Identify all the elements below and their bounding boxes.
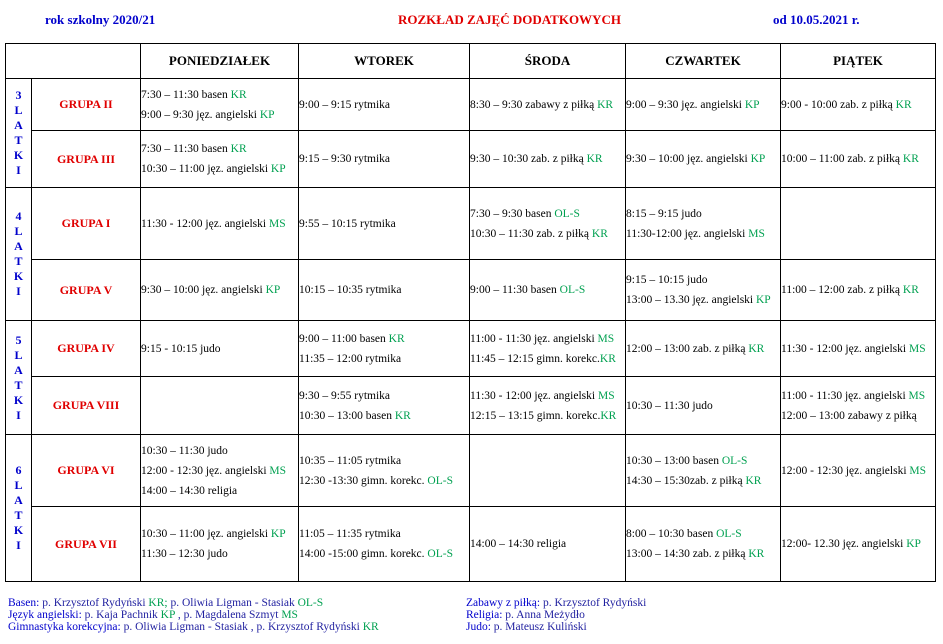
schedule-cell bbox=[299, 131, 470, 188]
activity-text: 11:45 – 12:15 gimn. korekc. bbox=[470, 352, 600, 365]
schedule-cell bbox=[141, 435, 299, 507]
teacher-code: OL-S bbox=[427, 548, 453, 560]
legend-text: p. Oliwia Ligman - Stasiak bbox=[167, 597, 298, 609]
activity-text: 14:00 -15:00 gimn. korekc. bbox=[299, 548, 428, 560]
age-letter: A bbox=[14, 362, 23, 377]
activity-text: 10:30 – 13:00 basen bbox=[299, 409, 395, 422]
teacher-code: MS bbox=[597, 332, 615, 345]
teacher-code: KP bbox=[750, 153, 766, 165]
teacher-code: OL-S bbox=[554, 207, 580, 220]
group-name: GRUPA III bbox=[32, 131, 141, 188]
legend-entry bbox=[466, 597, 646, 609]
activity-entry bbox=[626, 544, 780, 564]
activity-entry bbox=[141, 544, 298, 564]
legend-entry bbox=[8, 609, 379, 621]
activity-text: 14:30 – 15:30zab. z piłką bbox=[626, 474, 746, 487]
teacher-code: KR bbox=[388, 332, 405, 345]
activity-entry bbox=[299, 349, 469, 369]
activity-entry bbox=[626, 224, 780, 244]
age-letter: 4 bbox=[15, 209, 22, 223]
age-letter: T bbox=[14, 254, 23, 268]
day-header: CZWARTEK bbox=[626, 44, 781, 79]
age-letter: T bbox=[14, 133, 23, 147]
legend-entry bbox=[466, 621, 646, 633]
activity-text: 11:30-12:00 jęz. angielski bbox=[626, 227, 749, 240]
teacher-code: KR bbox=[230, 143, 247, 155]
teacher-code: KP bbox=[270, 163, 286, 175]
activity-entry bbox=[626, 149, 780, 169]
age-letter: A bbox=[14, 239, 23, 253]
teacher-code: MS bbox=[909, 464, 927, 477]
schedule-cell bbox=[470, 131, 626, 188]
activity-text: 12:00 - 12:30 jęz. angielski bbox=[141, 464, 270, 477]
activity-entry bbox=[626, 451, 780, 471]
schedule-cell bbox=[781, 377, 936, 435]
teacher-code: OL-S bbox=[721, 454, 748, 467]
page-title: ROZKŁAD ZAJĘĆ DODATKOWYCH bbox=[398, 12, 621, 27]
activity-text: 11:00 - 11:30 jęz. angielski bbox=[470, 332, 598, 345]
legend-label: Język angielski: bbox=[8, 609, 82, 621]
schedule-cell bbox=[470, 507, 626, 582]
activity-entry bbox=[470, 406, 625, 426]
teacher-code: KR; bbox=[148, 597, 168, 609]
schedule-cell bbox=[781, 131, 936, 188]
activity-text: 13:00 – 13.30 jęz. angielski bbox=[626, 294, 756, 306]
age-letter: K bbox=[13, 392, 24, 407]
schedule-row bbox=[6, 435, 936, 507]
activity-entry bbox=[470, 386, 625, 406]
activity-text: 8:30 – 9:30 zabawy z piłką bbox=[470, 98, 598, 111]
schedule-row bbox=[6, 79, 936, 131]
teacher-code: OL-S bbox=[297, 597, 324, 609]
activity-text: 10:00 – 11:00 zab. z piłką bbox=[781, 153, 903, 165]
activity-text: 7:30 – 11:30 basen bbox=[141, 143, 231, 155]
schedule-row bbox=[6, 188, 936, 260]
schedule-cell bbox=[470, 79, 626, 131]
age-letter: T bbox=[14, 377, 23, 392]
activity-entry bbox=[626, 396, 780, 416]
schedule-cell bbox=[299, 188, 470, 260]
activity-entry bbox=[299, 471, 469, 491]
activity-text: 11:00 - 11:30 jęz. angielski bbox=[781, 389, 909, 402]
activity-text: 10:15 – 10:35 rytmika bbox=[299, 284, 402, 296]
activity-entry bbox=[781, 280, 935, 300]
activity-text: 11:30 - 12:00 jęz. angielski bbox=[141, 217, 269, 230]
activity-entry bbox=[299, 406, 469, 426]
activity-entry bbox=[299, 524, 469, 544]
group-name: GRUPA VII bbox=[32, 507, 141, 582]
activity-entry bbox=[141, 441, 298, 461]
activity-text: 7:30 – 9:30 basen bbox=[470, 207, 555, 220]
activity-text: 9:15 – 10:15 judo bbox=[626, 274, 708, 286]
activity-text: 9:00 – 9:30 jęz. angielski bbox=[141, 108, 260, 121]
activity-entry bbox=[470, 149, 625, 169]
day-header-row bbox=[6, 44, 936, 79]
age-letter: I bbox=[16, 407, 21, 422]
activity-text: 9:00 – 9:15 rytmika bbox=[299, 98, 391, 111]
teacher-code: OL-S bbox=[427, 474, 453, 487]
activity-entry bbox=[141, 461, 298, 481]
schedule-cell bbox=[470, 188, 626, 260]
group-name: GRUPA VI bbox=[32, 435, 141, 507]
valid-from-date: od 10.05.2021 r. bbox=[773, 12, 860, 27]
activity-text: 12:00 – 13:00 zab. z piłką bbox=[626, 342, 749, 355]
activity-entry bbox=[470, 224, 625, 244]
schedule-cell bbox=[141, 377, 299, 435]
activity-entry bbox=[141, 280, 298, 300]
age-letter: 3 bbox=[15, 88, 22, 102]
teacher-code: KP bbox=[265, 284, 281, 296]
activity-text: 9:30 – 10:00 jęz. angielski bbox=[141, 284, 266, 296]
schedule-cell bbox=[141, 321, 299, 377]
activity-text: 11:30 - 12:00 jęz. angielski bbox=[470, 389, 598, 402]
teacher-code: KP bbox=[160, 609, 175, 621]
schedule-cell bbox=[299, 321, 470, 377]
activity-entry bbox=[299, 149, 469, 169]
teacher-code: KR bbox=[599, 352, 616, 365]
legend-teachers-right bbox=[466, 597, 646, 633]
age-letter: A bbox=[14, 493, 23, 507]
day-header: PONIEDZIAŁEK bbox=[141, 44, 299, 79]
activity-entry bbox=[299, 386, 469, 406]
schedule-cell bbox=[299, 435, 470, 507]
group-name: GRUPA IV bbox=[32, 321, 141, 377]
activity-entry bbox=[626, 204, 780, 224]
activity-entry bbox=[781, 386, 935, 406]
schedule-cell bbox=[141, 79, 299, 131]
activity-text: 11:30 – 12:30 judo bbox=[141, 548, 228, 560]
activity-text: 9:15 - 10:15 judo bbox=[141, 342, 221, 355]
day-header: WTOREK bbox=[299, 44, 470, 79]
activity-entry bbox=[781, 461, 935, 481]
group-name: GRUPA V bbox=[32, 260, 141, 321]
activity-text: 12:00 – 13:00 zabawy z piłką bbox=[781, 409, 917, 422]
age-letter: L bbox=[14, 347, 23, 362]
schedule-cell bbox=[470, 321, 626, 377]
activity-entry bbox=[470, 349, 625, 369]
teacher-code: KR bbox=[362, 621, 379, 633]
activity-text: 9:15 – 9:30 rytmika bbox=[299, 153, 391, 165]
schedule-cell bbox=[299, 377, 470, 435]
age-group-label bbox=[6, 188, 32, 321]
legend-text: , p. Magdalena Szmyt bbox=[174, 609, 282, 621]
activity-entry bbox=[141, 339, 298, 359]
activity-entry bbox=[781, 95, 935, 115]
teacher-code: KP bbox=[744, 98, 760, 111]
teacher-code: KR bbox=[748, 548, 765, 560]
teacher-code: MS bbox=[908, 389, 926, 402]
teacher-code: MS bbox=[281, 609, 298, 621]
activity-text: 9:00 – 9:30 jęz. angielski bbox=[626, 98, 745, 111]
schedule-row bbox=[6, 377, 936, 435]
teacher-code: OL-S bbox=[559, 284, 586, 296]
legend-teachers-left bbox=[8, 597, 379, 633]
teacher-code: KR bbox=[902, 153, 919, 165]
teacher-code: KP bbox=[259, 108, 275, 121]
schedule-cell bbox=[141, 507, 299, 582]
activity-text: 14:00 – 14:30 religia bbox=[141, 484, 238, 497]
activity-entry bbox=[781, 149, 935, 169]
legend-text: p. Krzysztof Rydyński bbox=[540, 597, 647, 609]
teacher-code: KR bbox=[586, 153, 603, 165]
legend-entry bbox=[466, 609, 646, 621]
schedule-cell bbox=[626, 260, 781, 321]
schedule-cell bbox=[781, 507, 936, 582]
age-letter: I bbox=[16, 163, 21, 177]
activity-entry bbox=[299, 214, 469, 234]
teacher-code: OL-S bbox=[716, 528, 742, 540]
activity-text: 14:00 – 14:30 religia bbox=[470, 538, 567, 550]
legend-label: Religia: bbox=[466, 609, 503, 621]
activity-text: 10:30 – 11:00 jęz. angielski bbox=[141, 528, 271, 540]
age-letter: 6 bbox=[15, 463, 22, 477]
activity-text: 10:30 – 11:30 judo bbox=[626, 399, 713, 412]
schedule-cell bbox=[470, 435, 626, 507]
age-letter: A bbox=[14, 118, 23, 132]
activity-text: 9:30 – 10:30 zab. z piłką bbox=[470, 153, 587, 165]
schedule-cell bbox=[470, 377, 626, 435]
activity-entry bbox=[299, 280, 469, 300]
corner-cell bbox=[6, 44, 141, 79]
activity-entry bbox=[141, 85, 298, 105]
age-letter: L bbox=[14, 224, 23, 238]
schedule-table bbox=[5, 43, 936, 582]
activity-entry bbox=[470, 204, 625, 224]
activity-text: 10:35 – 11:05 rytmika bbox=[299, 454, 402, 467]
activity-entry bbox=[141, 214, 298, 234]
teacher-code: MS bbox=[908, 342, 926, 355]
activity-entry bbox=[470, 329, 625, 349]
activity-text: 10:30 – 11:30 zab. z piłką bbox=[470, 227, 592, 240]
activity-entry bbox=[470, 280, 625, 300]
schedule-row bbox=[6, 260, 936, 321]
activity-entry bbox=[299, 95, 469, 115]
age-letter: I bbox=[16, 284, 21, 298]
group-name: GRUPA II bbox=[32, 79, 141, 131]
school-year: rok szkolny 2020/21 bbox=[45, 12, 156, 27]
schedule-cell bbox=[626, 377, 781, 435]
activity-text: 12:00- 12.30 jęz. angielski bbox=[781, 538, 907, 550]
schedule-row bbox=[6, 321, 936, 377]
schedule-cell bbox=[781, 435, 936, 507]
activity-text: 8:15 – 9:15 judo bbox=[626, 207, 702, 220]
teacher-code: KP bbox=[756, 294, 771, 306]
schedule-row bbox=[6, 131, 936, 188]
legend-text: p. Krzysztof Rydyński bbox=[39, 597, 149, 609]
group-name: GRUPA VIII bbox=[32, 377, 141, 435]
activity-text: 8:00 – 10:30 basen bbox=[626, 528, 717, 540]
teacher-code: KR bbox=[230, 88, 247, 101]
age-letter: L bbox=[14, 103, 23, 117]
activity-text: 9:00 – 11:30 basen bbox=[470, 284, 560, 296]
activity-entry bbox=[470, 534, 625, 554]
activity-entry bbox=[299, 329, 469, 349]
schedule-cell bbox=[781, 321, 936, 377]
activity-text: 10:30 – 11:30 judo bbox=[141, 444, 228, 457]
group-name: GRUPA I bbox=[32, 188, 141, 260]
activity-text: 12:30 -13:30 gimn. korekc. bbox=[299, 474, 428, 487]
activity-entry bbox=[141, 159, 298, 179]
schedule-cell bbox=[470, 260, 626, 321]
age-letter: K bbox=[13, 269, 24, 283]
activity-entry bbox=[781, 406, 935, 426]
activity-entry bbox=[781, 534, 935, 554]
activity-entry bbox=[141, 481, 298, 501]
teacher-code: KR bbox=[745, 474, 762, 487]
legend-entry bbox=[8, 597, 379, 609]
age-group-label bbox=[6, 79, 32, 188]
teacher-code: KP bbox=[906, 538, 921, 550]
legend-text: p. Mateusz Kuliński bbox=[490, 621, 587, 633]
schedule-cell bbox=[299, 260, 470, 321]
schedule-cell bbox=[626, 435, 781, 507]
teacher-code: KR bbox=[591, 227, 608, 240]
schedule-cell bbox=[781, 260, 936, 321]
legend-text: p. Kaja Pachnik bbox=[81, 609, 161, 621]
legend-label: Basen: bbox=[8, 597, 40, 609]
schedule-cell bbox=[141, 188, 299, 260]
activity-text: 13:00 – 14:30 zab. z piłką bbox=[626, 548, 749, 560]
schedule-cell bbox=[141, 260, 299, 321]
activity-entry bbox=[626, 524, 780, 544]
activity-entry bbox=[141, 524, 298, 544]
age-group-label bbox=[6, 321, 32, 435]
teacher-code: KR bbox=[748, 342, 765, 355]
legend-label: Judo: bbox=[466, 621, 491, 633]
activity-text: 12:15 – 13:15 gimn. korekc. bbox=[470, 409, 601, 422]
age-letter: I bbox=[16, 538, 21, 552]
activity-entry bbox=[626, 471, 780, 491]
schedule-cell bbox=[299, 507, 470, 582]
schedule-cell bbox=[781, 188, 936, 260]
teacher-code: KR bbox=[902, 284, 919, 296]
teacher-code: KR bbox=[394, 409, 411, 422]
age-letter: K bbox=[13, 523, 24, 537]
schedule-cell bbox=[626, 188, 781, 260]
activity-entry bbox=[626, 95, 780, 115]
teacher-code: MS bbox=[269, 464, 287, 477]
teacher-code: MS bbox=[597, 389, 615, 402]
teacher-code: MS bbox=[268, 217, 286, 230]
activity-text: 9:00 – 11:00 basen bbox=[299, 332, 389, 345]
activity-text: 7:30 – 11:30 basen bbox=[141, 88, 231, 101]
schedule-cell bbox=[626, 321, 781, 377]
legend-label: Gimnastyka korekcyjna: bbox=[8, 621, 121, 633]
schedule-cell bbox=[781, 79, 936, 131]
activity-text: 10:30 – 11:00 jęz. angielski bbox=[141, 163, 271, 175]
activity-text: 12:00 - 12:30 jęz. angielski bbox=[781, 464, 910, 477]
schedule-row bbox=[6, 507, 936, 582]
teacher-code: MS bbox=[748, 227, 765, 240]
schedule-cell bbox=[626, 507, 781, 582]
activity-text: 9:00 - 10:00 zab. z piłką bbox=[781, 98, 896, 111]
activity-entry bbox=[141, 105, 298, 125]
age-letter: K bbox=[13, 148, 24, 162]
activity-entry bbox=[470, 95, 625, 115]
day-header: PIĄTEK bbox=[781, 44, 936, 79]
age-letter: L bbox=[14, 478, 23, 492]
legend-text: p. Anna Meżydło bbox=[502, 609, 585, 621]
activity-text: 11:30 - 12:00 jęz. angielski bbox=[781, 342, 909, 355]
legend-text: p. Oliwia Ligman - Stasiak , p. Krzysztof Rydyński bbox=[120, 621, 363, 633]
activity-entry bbox=[626, 290, 780, 310]
legend-label: Zabawy z piłką: bbox=[466, 597, 541, 609]
age-letter: T bbox=[14, 508, 23, 522]
activity-text: 11:00 – 12:00 zab. z piłką bbox=[781, 284, 903, 296]
age-letter: 5 bbox=[15, 332, 22, 347]
teacher-code: KR bbox=[895, 98, 912, 111]
activity-text: 11:35 – 12:00 rytmika bbox=[299, 352, 402, 365]
age-group-label bbox=[6, 435, 32, 582]
activity-entry bbox=[626, 339, 780, 359]
activity-text: 10:30 – 13:00 basen bbox=[626, 454, 722, 467]
teacher-code: KP bbox=[270, 528, 286, 540]
activity-text: 11:05 – 11:35 rytmika bbox=[299, 528, 401, 540]
legend-entry bbox=[8, 621, 379, 633]
schedule-cell bbox=[626, 131, 781, 188]
teacher-code: KR bbox=[597, 98, 614, 111]
activity-entry bbox=[141, 139, 298, 159]
schedule-cell bbox=[299, 79, 470, 131]
schedule-cell bbox=[141, 131, 299, 188]
activity-text: 9:30 – 10:00 jęz. angielski bbox=[626, 153, 751, 165]
activity-entry bbox=[626, 270, 780, 290]
schedule-cell bbox=[626, 79, 781, 131]
activity-entry bbox=[299, 544, 469, 564]
activity-text: 9:55 – 10:15 rytmika bbox=[299, 217, 396, 230]
activity-text: 9:30 – 9:55 rytmika bbox=[299, 389, 391, 402]
teacher-code: KR bbox=[600, 409, 617, 422]
activity-entry bbox=[299, 451, 469, 471]
activity-entry bbox=[781, 339, 935, 359]
day-header: ŚRODA bbox=[470, 44, 626, 79]
